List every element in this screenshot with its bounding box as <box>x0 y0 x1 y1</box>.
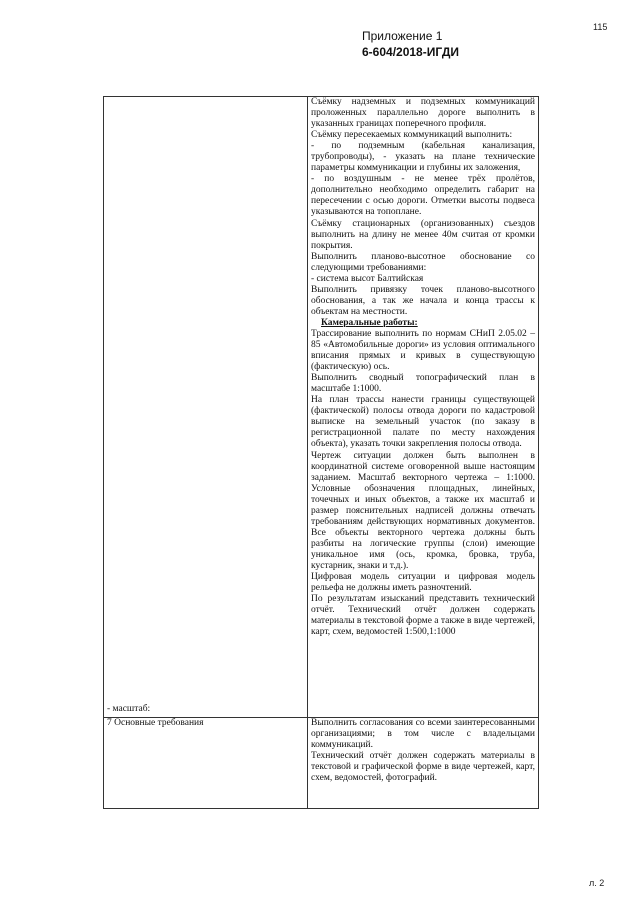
paragraph: Трассирование выполнить по нормам СНиП 2.05.02 – 85 «Автомобильные дороги» из условия оптимального вписания прямых и кривых в существующую (фактическую) ось. <box>311 328 535 373</box>
document-header <box>362 28 459 60</box>
paragraph: Выполнить привязку точек планово-высотного обоснования, а так же начала и конца трассы к объектам на местности. <box>311 284 535 317</box>
row-label-cell <box>104 97 308 718</box>
page-number: 115 <box>593 22 608 32</box>
paragraph: - система высот Балтийская <box>311 273 424 284</box>
row-label: 7 Основные требования <box>107 718 204 728</box>
row-label-cell <box>104 718 308 809</box>
paragraph: По результатам изысканий представить технический отчёт. Технический отчёт должен содержать материалы в текстовой форме а также в виде чертежей, карт, схем, ведомостей 1:500,1:1000 <box>311 594 535 638</box>
paragraph: На план трассы нанести границы существующей (фактической) полосы отвода дороги по кадастровой выписке на земельный участок (по заказу в регистрационной палате по месту нахождения объекта), указать точки закрепления полосы отвода. <box>311 395 535 450</box>
paragraph: Чертеж ситуации должен быть выполнен в координатной системе оговоренной выше настоящим заданием. Масштаб векторного чертежа – 1:1000. Условные обозначения площадных, линейных, точечных и иных объектов, а также их масштаб и размер пояснительных надписей должны отвечать требованиям действующих нормативных документов. Все объекты векторного чертежа должны быть разбиты на логические группы (слои) имеющие уникальное имя (ось, кромка, бровка, труба, кустарник, знаки и т.д.). <box>311 450 535 571</box>
paragraph: - по подземным (кабельная канализация, трубопроводы), - указать на плане технические параметры коммуникации и глубины их заложения, <box>311 141 535 174</box>
paragraph: Цифровая модель ситуации и цифровая модель рельефа не должны иметь разночтений. <box>311 572 535 594</box>
paragraph: Съёмку стационарных (организованных) съездов выполнить на длину не менее 40м считая от кромки покрытия. <box>311 218 535 251</box>
document-code: 6-604/2018-ИГДИ <box>362 45 460 59</box>
section-subheading: Камеральные работы: <box>321 317 418 328</box>
row-content-cell <box>308 718 539 809</box>
paragraph: Съёмку надземных и подземных коммуникаций проложенных параллельно дороге выполнить в указанных границах поперечного профиля. <box>311 97 535 130</box>
row-content-cell <box>308 97 539 718</box>
paragraph: Выполнить сводный топографический план в масштабе 1:1000. <box>311 373 535 395</box>
row-label: - масштаб: <box>107 703 151 714</box>
paragraph: Технический отчёт должен содержать материалы в текстовой и графической форме в виде чертежей, карт, схем, ведомостей, фотографий. <box>311 751 535 784</box>
paragraph: Выполнить согласования со всеми заинтересованными организациями; в том числе с владельцами коммуникаций. <box>311 718 535 751</box>
table-row <box>104 718 539 809</box>
appendix-title: Приложение 1 <box>362 29 443 43</box>
paragraph: Выполнить планово-высотное обоснование со следующими требованиями: <box>311 251 535 273</box>
sheet-number: л. 2 <box>589 878 605 888</box>
requirements-table <box>103 96 539 809</box>
paragraph: - по воздушным - не менее трёх пролётов, дополнительно необходимо определить габарит на пересечении с осью дороги. Отметки высоты подвеса указываются на топоплане. <box>311 174 535 218</box>
table-row <box>104 97 539 718</box>
paragraph: Съёмку пересекаемых коммуникаций выполнить: <box>311 130 513 141</box>
